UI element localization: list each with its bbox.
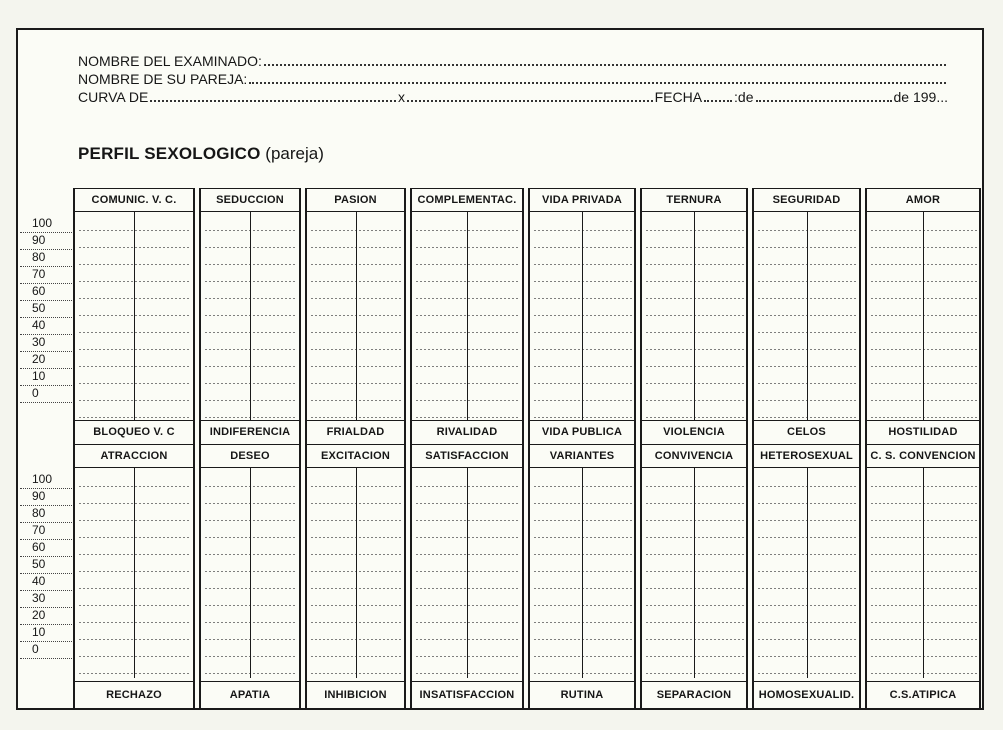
column-mid-label-2: DESEO [201,444,299,468]
lower-axis [582,468,583,678]
scale-tick: 0 [20,386,72,403]
column-top-label: TERNURA [642,188,746,212]
profile-column-2 [199,188,301,708]
profile-column-6 [640,188,748,708]
form-header [78,52,948,106]
profile-column-3 [305,188,406,708]
scale-tick: 0 [20,642,72,659]
date-day-field[interactable] [704,89,732,102]
column-top-label: COMUNIC. V. C. [75,188,193,212]
upper-axis [134,212,135,420]
lower-axis [134,468,135,678]
lower-axis [923,468,924,678]
column-mid-label-2: HETEROSEXUAL [754,444,859,468]
day-label: :de [734,89,754,105]
scale-tick: 10 [20,369,72,386]
upper-axis [250,212,251,420]
scale-tick: 60 [20,540,72,557]
upper-axis [467,212,468,420]
date-month-field[interactable] [756,89,892,102]
scale-tick: 100 [20,472,72,489]
curve-field-1[interactable] [150,89,396,102]
scale-tick: 50 [20,301,72,318]
profile-form-sheet [16,28,984,710]
scale-tick: 100 [20,216,72,233]
column-bottom-label: RECHAZO [75,681,193,709]
scale-tick: 10 [20,625,72,642]
upper-axis [923,212,924,420]
partner-line [78,70,948,88]
scale-tick: 80 [20,506,72,523]
column-mid-label-1: CELOS [754,420,859,443]
partner-field[interactable] [249,71,946,84]
lower-axis [467,468,468,678]
curve-label: CURVA DE [78,89,149,105]
profile-column-5 [528,188,636,708]
column-top-label: VIDA PRIVADA [530,188,634,212]
upper-axis [807,212,808,420]
column-top-label: SEDUCCION [201,188,299,212]
column-top-label: COMPLEMENTAC. [412,188,522,212]
column-mid-label-1: HOSTILIDAD [867,420,979,443]
profile-column-4 [410,188,524,708]
column-bottom-label: C.S.ATIPICA [867,681,979,709]
column-mid-label-1: VIOLENCIA [642,420,746,443]
upper-axis [694,212,695,420]
year-label: de 199... [893,89,949,105]
scale-tick: 20 [20,352,72,369]
curve-line [78,88,948,106]
lower-axis [807,468,808,678]
column-mid-label-2: VARIANTES [530,444,634,468]
column-mid-label-1: INDIFERENCIA [201,420,299,443]
title-main: PERFIL SEXOLOGICO [78,144,261,163]
scale-tick: 80 [20,250,72,267]
examinee-field[interactable] [264,53,946,66]
scale-tick: 40 [20,574,72,591]
column-mid-label-2: ATRACCION [75,444,193,468]
upper-axis [582,212,583,420]
column-bottom-label: RUTINA [530,681,634,709]
column-mid-label-1: FRIALDAD [307,420,404,443]
column-mid-label-2: C. S. CONVENCION [867,444,979,468]
column-mid-label-1: VIDA PUBLICA [530,420,634,443]
date-label: FECHA [654,89,703,105]
column-mid-label-2: SATISFACCION [412,444,522,468]
lower-axis [356,468,357,678]
upper-axis [356,212,357,420]
scale-tick: 90 [20,489,72,506]
column-top-label: SEGURIDAD [754,188,859,212]
column-bottom-label: SEPARACION [642,681,746,709]
scale-tick: 90 [20,233,72,250]
profile-column-1 [73,188,195,708]
page-title [78,144,324,164]
column-bottom-label: HOMOSEXUALID. [754,681,859,709]
partner-label: NOMBRE DE SU PAREJA: [78,71,248,87]
x-label: x [397,89,405,105]
lower-axis [250,468,251,678]
scale-tick: 60 [20,284,72,301]
scale-tick: 70 [20,267,72,284]
column-top-label: PASION [307,188,404,212]
scale-tick: 30 [20,335,72,352]
title-sub: (pareja) [265,144,324,163]
scale-tick: 30 [20,591,72,608]
column-bottom-label: INSATISFACCION [412,681,522,709]
column-mid-label-2: CONVIVENCIA [642,444,746,468]
column-mid-label-1: BLOQUEO V. C [75,420,193,443]
scale-tick: 20 [20,608,72,625]
scale-tick: 50 [20,557,72,574]
column-top-label: AMOR [867,188,979,212]
lower-axis [694,468,695,678]
examinee-label: NOMBRE DEL EXAMINADO: [78,53,262,69]
profile-column-8 [865,188,981,708]
scale-tick: 40 [20,318,72,335]
column-mid-label-1: RIVALIDAD [412,420,522,443]
curve-field-2[interactable] [407,89,653,102]
examinee-line [78,52,948,70]
column-mid-label-2: EXCITACION [307,444,404,468]
profile-column-7 [752,188,861,708]
scale-tick: 70 [20,523,72,540]
column-bottom-label: INHIBICION [307,681,404,709]
column-bottom-label: APATIA [201,681,299,709]
